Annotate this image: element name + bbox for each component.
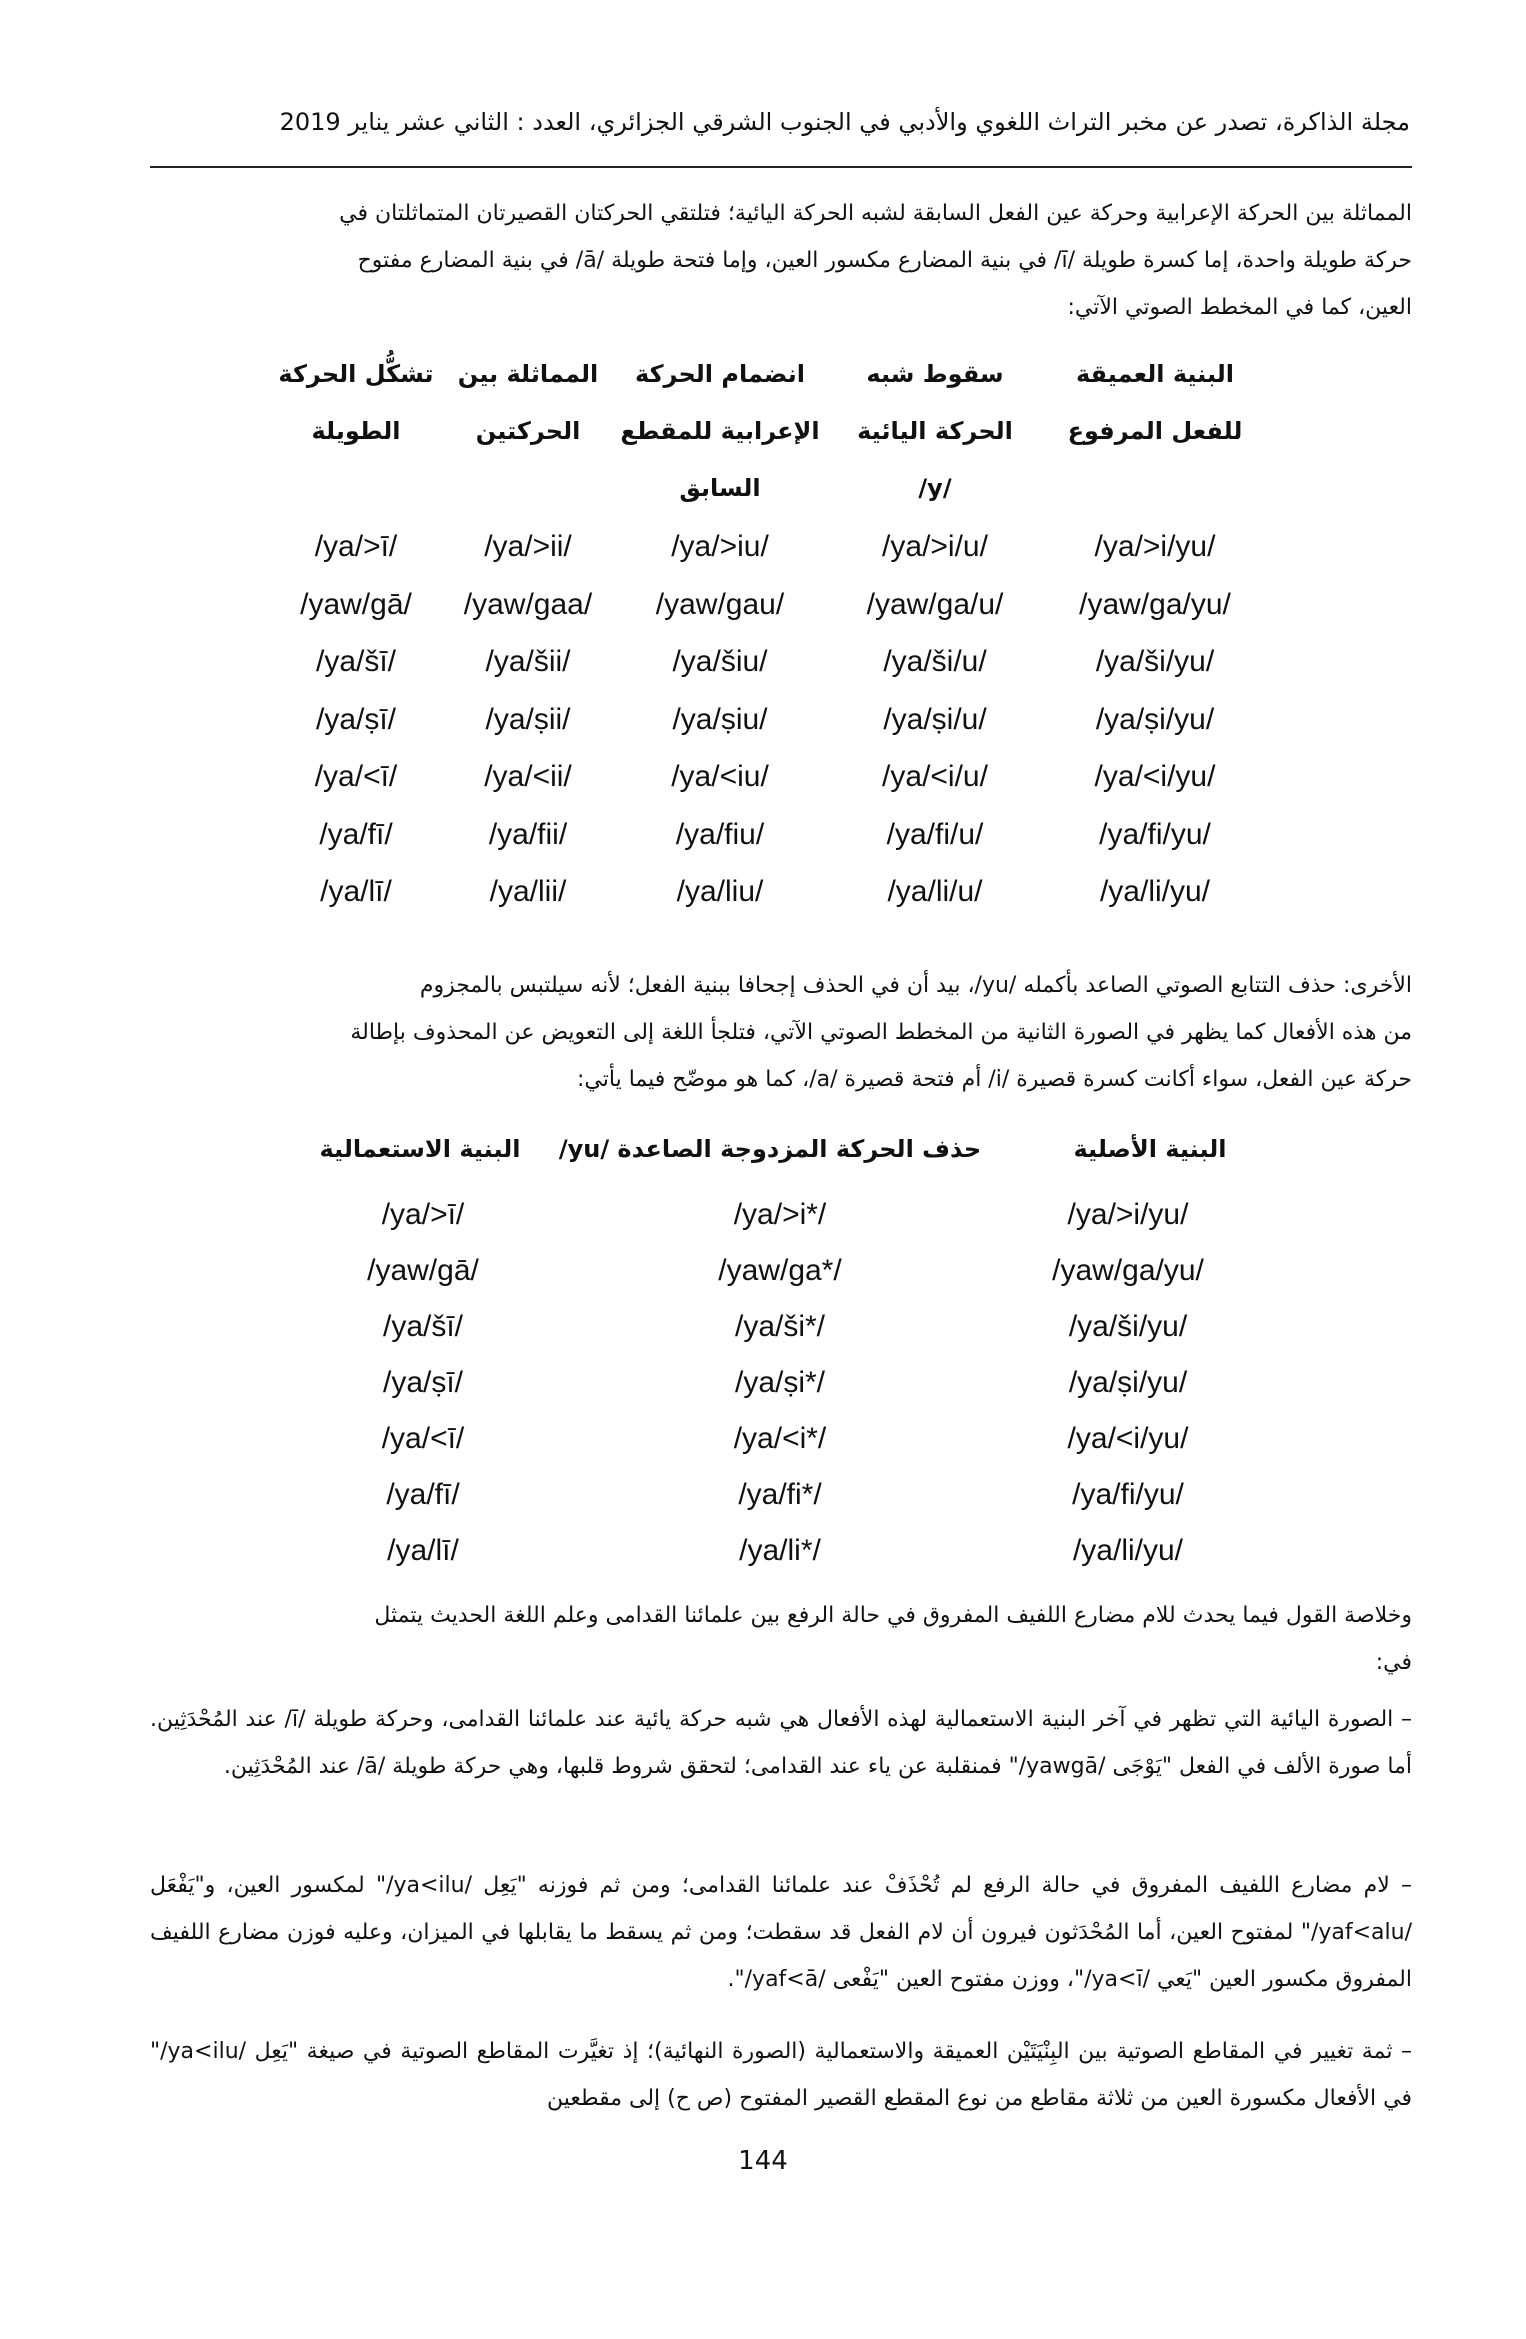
summary-line: وخلاصة القول فيما يحدث للام مضارع اللفيف المفروق في حالة الرفع بين علمائنا القدامى وعلم اللغة الحديث يتمثل [374,1603,1412,1628]
bullet-3: – ثمة تغيير في المقاطع الصوتية بين البِنْيَتَيْن العميقة والاستعمالية (الصورة النهائية)؛ إذ تغيَّرت المقاطع الصوتية في صيغة "يَعِل /ya<ilu/" في الأفعال مكسورة العين من ثلاثة مقاطع من نوع المقطع القصير المفتوح (ص ح) إلى مقطعين [150,2039,1412,2111]
t1-cell: /yaw/gaa/ [463,588,593,621]
t2-cell: /ya/>ī/ [381,1198,465,1231]
intro-line: المماثلة بين الحركة الإعرابية وحركة عين الفعل السابقة لشبه الحركة اليائية؛ فتلتقي الحركتان القصيرتان المتماثلتان في [339,201,1412,226]
intro-paragraph [150,190,1412,340]
t1-cell: /ya/lii/ [489,875,567,908]
t1-header-5-l2: الطويلة [311,417,401,445]
t2-cell: /yaw/ga*/ [718,1254,842,1287]
t1-cell: /ya/ṣii/ [485,703,571,736]
t1-cell: /ya/>ii/ [484,530,572,563]
t1-cell: /ya/>iu/ [671,530,769,563]
header-divider [150,166,1412,168]
t2-cell: /ya/<i/yu/ [1067,1422,1189,1455]
t2-cell: /yaw/gā/ [367,1254,479,1287]
t1-cell: /ya/li/u/ [887,875,983,908]
middle-line: من هذه الأفعال كما يظهر في الصورة الثانية من المخطط الصوتي الآتي، فتلجأ اللغة إلى التعويض عن المحذوف بإطالة [350,1020,1412,1045]
t1-header-3-l3: السابق [679,474,761,502]
t1-cell: /yaw/ga/yu/ [1079,588,1231,621]
t1-cell: /ya/ṣī/ [315,703,397,736]
journal-header: مجلة الذاكرة، تصدر عن مخبر التراث اللغوي والأدبي في الجنوب الشرقي الجزائري، العدد : الثاني عشر يناير 2019 [279,108,1410,136]
t1-cell: /ya/fī/ [319,818,393,851]
t1-cell: /ya/ṣiu/ [672,703,768,736]
middle-line: الأخرى: حذف التتابع الصوتي الصاعد بأكمله /yu/، بيد أن في الحذف إجحافا ببنية الفعل؛ لأنه سيلتبس بالمجزوم [419,973,1412,998]
intro-line: حركة طويلة واحدة، إما كسرة طويلة /ī/ في بنية المضارع مكسور العين، وإما فتحة طويلة /ā/ في بنية المضارع مفتوح [357,248,1412,273]
t1-header-1-l2: للفعل المرفوع [1067,417,1243,445]
bullet-2: – لام مضارع اللفيف المفروق في حالة الرفع لم تُحْذَفْ عند علمائنا القدامى؛ ومن ثم فوزنه "يَعِل /ya<ilu/" لمكسور العين، و"يَفْعَل /yaf<alu/" لمفتوح العين، أما المُحْدَثون فيرون أن لام الفعل قد سقطت؛ ومن ثم يسقط ما يقابلها في الميزان، وعليه فوزن مضارع اللفيف المفروق مكسور العين "يَعي /ya<ī/"، ووزن مفتوح العين "يَفْعى /yaf<ā/". [150,1873,1412,1992]
t2-cell: /ya/fi/yu/ [1072,1478,1184,1511]
t1-cell: /ya/<i/yu/ [1094,760,1216,793]
t1-cell: /ya/šii/ [485,645,571,678]
t1-header-3-l2: الإعرابية للمقطع [620,417,820,445]
t1-cell: /ya/<ī/ [314,760,398,793]
t1-cell: /ya/<iu/ [671,760,769,793]
bullet-1: – الصورة اليائية التي تظهر في آخر البنية الاستعمالية لهذه الأفعال هي شبه حركة يائية عند علمائنا القدامى، وحركة طويلة /ī/ عند المُحْدَثِين. أما صورة الألف في الفعل "يَوْجَى /yawgā/" فمنقلبة عن ياء عند القدامى؛ لتحقق شروط قلبها، وهي حركة طويلة /ā/ عند المُحْدَثِين. [150,1707,1413,1779]
t1-header-5-l1: تشكُّل الحركة [278,360,434,388]
t1-cell: /yaw/gau/ [655,588,785,621]
t1-cell: /ya/>i/yu/ [1094,530,1216,563]
t1-cell: /yaw/gā/ [300,588,412,621]
t2-cell: /ya/ši/yu/ [1068,1310,1188,1343]
t2-cell: /ya/ši*/ [734,1310,826,1343]
t2-header-deletion: حذف الحركة المزدوجة الصاعدة /yu/ [558,1135,982,1163]
t1-header-2-l3: /y/ [918,474,952,502]
page-number: 144 [738,2146,788,2176]
t1-cell: /ya/ṣi/yu/ [1095,703,1215,736]
t1-cell: /ya/liu/ [676,875,764,908]
t1-cell: /ya/>i/u/ [882,530,988,563]
t1-cell: /ya/šiu/ [672,645,768,678]
t1-cell: /ya/fii/ [488,818,568,851]
t2-cell: /ya/ṣī/ [382,1366,464,1399]
t1-header-4-l2: الحركتين [475,417,581,445]
t2-cell: /ya/>i/yu/ [1067,1198,1189,1231]
t1-cell: /ya/šī/ [315,645,397,678]
t1-cell: /ya/fiu/ [675,818,765,851]
t2-header-usage: البنية الاستعمالية [319,1135,521,1163]
summary-line: في: [1375,1650,1412,1675]
t2-cell: /ya/ṣi*/ [734,1366,826,1399]
summary-paragraph [150,1592,1412,1692]
t2-cell: /ya/ṣi/yu/ [1068,1366,1188,1399]
t1-cell: /ya/>ī/ [314,530,398,563]
t1-header-4-l1: المماثلة بين [457,360,599,388]
t2-cell: /ya/>i*/ [733,1198,827,1231]
t2-header-original: البنية الأصلية [1073,1135,1227,1163]
t2-cell: /ya/li/yu/ [1072,1534,1184,1567]
t2-cell: /ya/lī/ [387,1534,459,1567]
t2-cell: /ya/fi*/ [738,1478,822,1511]
t1-header-2-l2: الحركة اليائية [857,417,1013,445]
t1-cell: /ya/ši/u/ [883,645,987,678]
t1-cell: /yaw/ga/u/ [866,588,1004,621]
t1-header-3-l1: انضمام الحركة [635,360,805,388]
t1-cell: /ya/li/yu/ [1099,875,1211,908]
t1-cell: /ya/fi/yu/ [1099,818,1211,851]
middle-paragraph [150,962,1412,1112]
t1-cell: /ya/lī/ [320,875,392,908]
t1-cell: /ya/ṣi/u/ [883,703,987,736]
intro-line: العين، كما في المخطط الصوتي الآتي: [1067,295,1412,320]
t1-cell: /ya/<i/u/ [882,760,988,793]
t2-cell: /ya/šī/ [382,1310,464,1343]
t2-cell: /ya/<i*/ [733,1422,827,1455]
middle-line: حركة عين الفعل، سواء أكانت كسرة قصيرة /i/ أم فتحة قصيرة /a/، كما هو موضّح فيما يأتي: [577,1067,1412,1092]
t2-cell: /ya/<ī/ [381,1422,465,1455]
t1-header-1-l1: البنية العميقة [1075,360,1235,388]
t2-cell: /ya/fī/ [386,1478,460,1511]
t1-cell: /ya/fi/u/ [886,818,984,851]
t2-cell: /yaw/ga/yu/ [1052,1254,1204,1287]
t1-cell: /ya/<ii/ [484,760,572,793]
t2-cell: /ya/li*/ [739,1534,821,1567]
t1-cell: /ya/ši/yu/ [1095,645,1215,678]
t1-header-2-l1: سقوط شبه [866,360,1004,388]
